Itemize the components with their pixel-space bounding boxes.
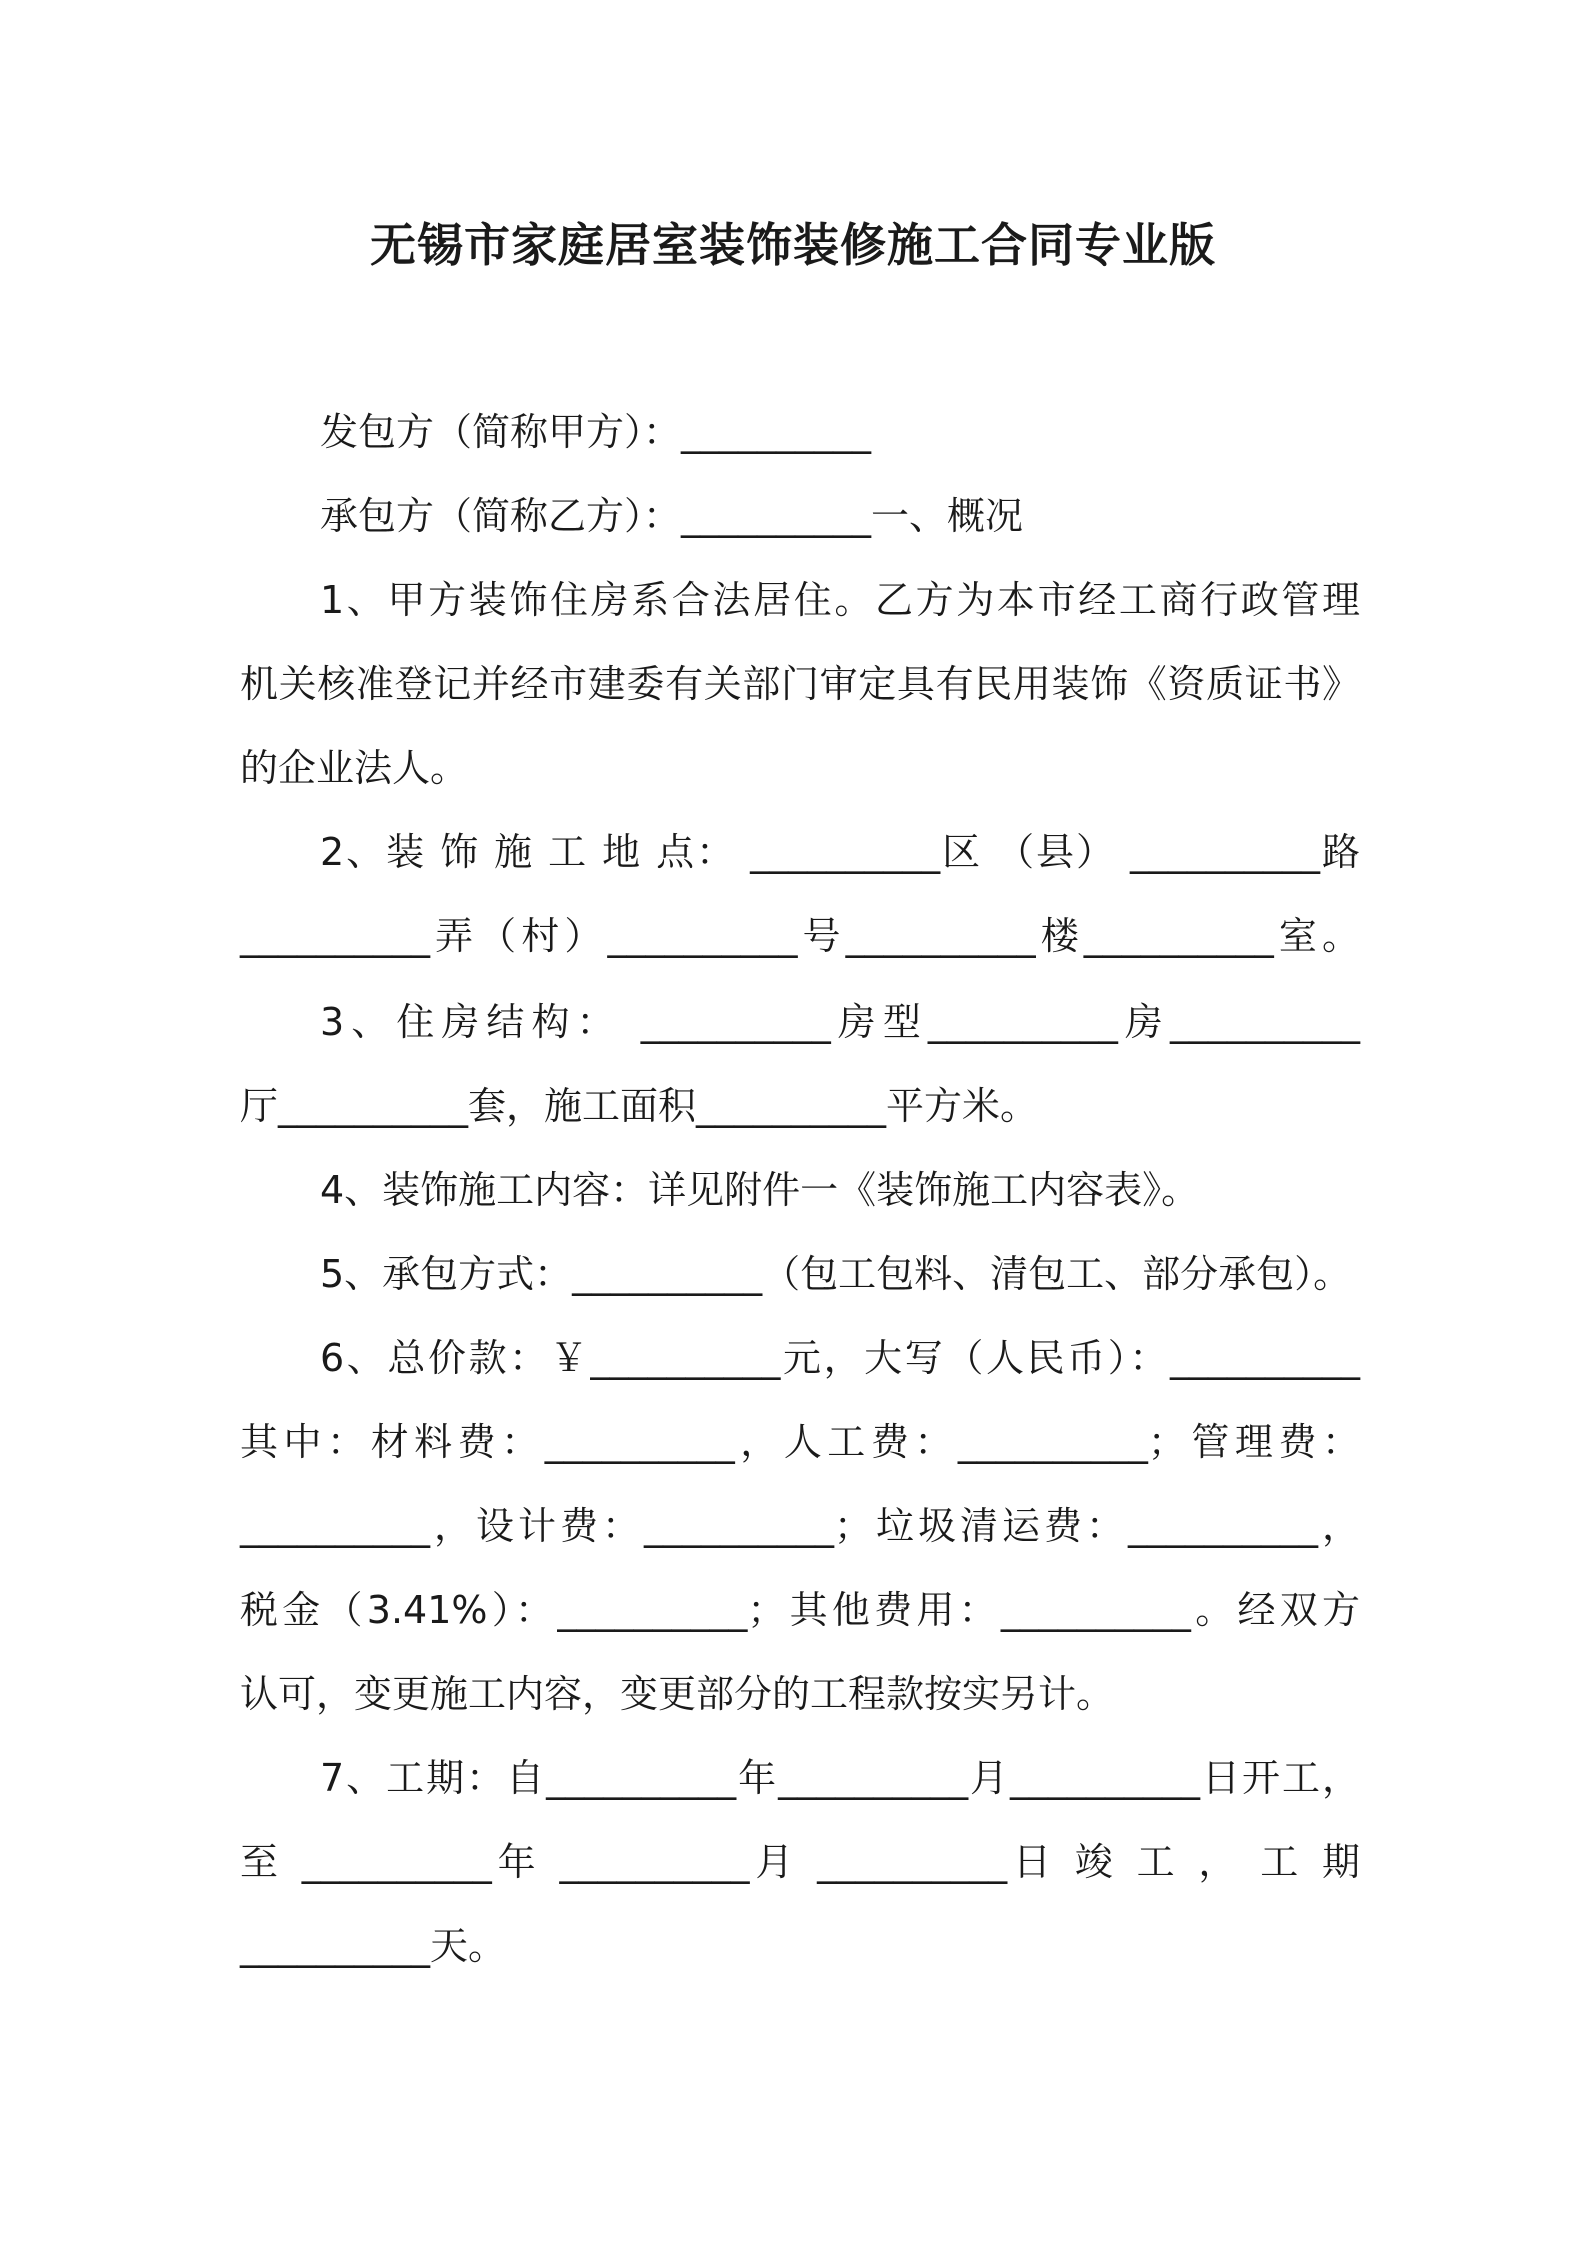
clause-7-line-3: __________天。 xyxy=(240,1924,507,1968)
clause-6-line-5: 认可，变更施工内容，变更部分的工程款按实另计。 xyxy=(240,1672,1115,1716)
clause-1-line-1: 1、甲方装饰住房系合法居住。乙方为本市经工商行政管理 xyxy=(320,578,1360,622)
document-title: 无锡市家庭居室装饰装修施工合同专业版 xyxy=(370,218,1216,272)
clause-1-line-3: 的企业法人。 xyxy=(240,746,469,790)
clause-3-line-1: 3、住房结构： __________房型__________房__________ xyxy=(320,1000,1360,1044)
clause-7-line-2: 至 __________年 __________月 __________日 竣 工 ， 工 期 xyxy=(240,1840,1360,1884)
clause-2-line-1: 2、装 饰 施 工 地 点： __________区 （县） __________路 xyxy=(320,830,1360,874)
clause-1-line-2: 机关核准登记并经市建委有关部门审定具有民用装饰《资质证书》 xyxy=(240,662,1360,706)
clause-6-line-2: 其中：材料费：__________，人工费：__________；管理费： xyxy=(240,1420,1360,1464)
clause-2-line-2: __________弄（村）__________号__________楼__________室。 xyxy=(240,914,1360,958)
clause-5-line: 5、承包方式：__________（包工包料、清包工、部分承包）。 xyxy=(320,1252,1352,1296)
party-b-line: 承包方（简称乙方）：__________一、概况 xyxy=(320,494,1024,538)
clause-6-line-4: 税金（3.41%）：__________；其他费用：__________。经双方 xyxy=(240,1588,1360,1632)
clause-7-line-1: 7、工期：自__________年__________月__________日开工， xyxy=(320,1756,1360,1800)
clause-6-line-3: __________，设计费：__________；垃圾清运费：__________， xyxy=(240,1504,1360,1548)
party-a-line: 发包方（简称甲方）：__________ xyxy=(320,410,872,454)
clause-6-line-1: 6、总价款：￥__________元，大写（人民币）：__________ xyxy=(320,1336,1360,1380)
clause-4-line: 4、装饰施工内容：详见附件一《装饰施工内容表》。 xyxy=(320,1168,1200,1212)
clause-3-line-2: 厅__________套，施工面积__________平方米。 xyxy=(240,1084,1039,1128)
